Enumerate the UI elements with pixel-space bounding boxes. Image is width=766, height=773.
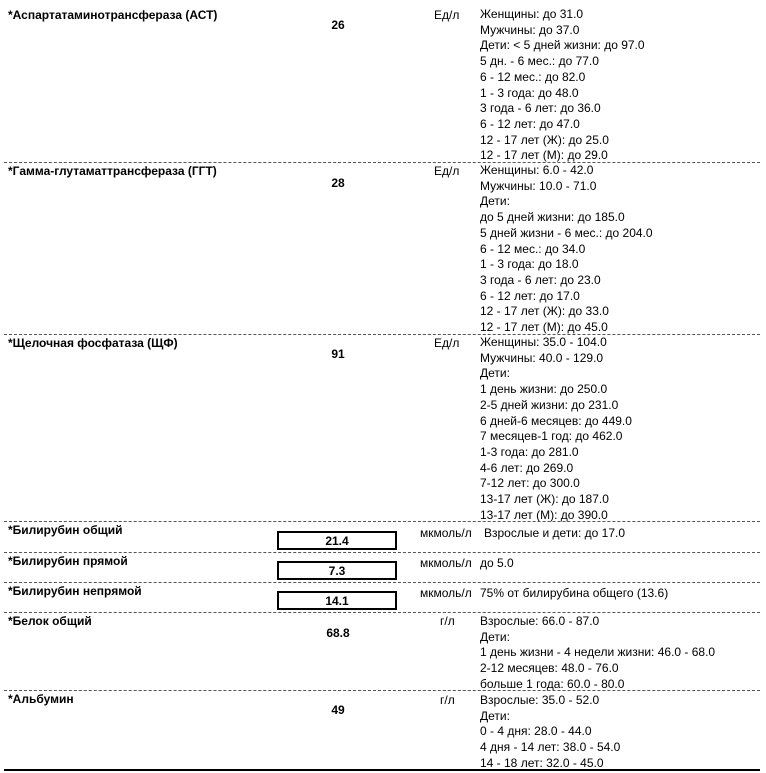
reference-line: 2-12 месяцев: 48.0 - 76.0 [480, 661, 619, 676]
reference-line: 5 дней жизни - 6 мес.: до 204.0 [480, 225, 653, 240]
row-separator [4, 334, 760, 335]
unit: мкмоль/л [420, 586, 472, 600]
test-name: *Альбумин [8, 692, 74, 706]
reference-line: 2-5 дней жизни: до 231.0 [480, 397, 619, 412]
reference-line: 6 дней-6 месяцев: до 449.0 [480, 413, 632, 428]
reference-line: 13-17 лет (Ж): до 187.0 [480, 492, 609, 507]
reference-range [480, 556, 514, 572]
reference-line: 6 - 12 лет: до 47.0 [480, 116, 580, 131]
reference-line: Взрослые: 35.0 - 52.0 [480, 693, 600, 707]
test-name: *Билирубин прямой [8, 554, 128, 568]
reference-line: 5 дн. - 6 мес.: до 77.0 [480, 54, 599, 69]
reference-line: 7-12 лет: до 300.0 [480, 476, 580, 491]
unit: мкмоль/л [420, 556, 472, 570]
test-name: *Аспартатаминотрансфераза (АСТ) [8, 8, 218, 22]
row-separator [4, 521, 760, 522]
reference-line: Дети: < 5 дней жизни: до 97.0 [480, 38, 645, 53]
reference-line: 4-6 лет: до 269.0 [480, 460, 574, 475]
reference-line: 4 дня - 14 лет: 38.0 - 54.0 [480, 740, 621, 755]
reference-line: Дети: [480, 366, 510, 381]
reference-line: 1 - 3 года: до 48.0 [480, 85, 579, 100]
reference-range [480, 586, 668, 602]
reference-line: Женщины: до 31.0 [480, 7, 584, 21]
reference-line: Дети: [480, 629, 510, 644]
reference-line: 3 года - 6 лет: до 23.0 [480, 272, 601, 287]
reference-line: 6 - 12 мес.: до 82.0 [480, 69, 586, 84]
test-name: *Билирубин непрямой [8, 584, 142, 598]
reference-line: 12 - 17 лет (Ж): до 25.0 [480, 132, 609, 147]
result-value: 26 [331, 18, 345, 32]
unit: Ед/л [434, 8, 460, 22]
unit: г/л [440, 693, 455, 707]
reference-line: Женщины: 35.0 - 104.0 [480, 335, 607, 349]
reference-line: Взрослые и дети: до 17.0 [484, 526, 626, 540]
row-separator [4, 552, 760, 553]
result-value: 49 [331, 703, 345, 717]
result-value: 68.8 [326, 626, 350, 640]
reference-line: Мужчины: до 37.0 [480, 22, 580, 37]
reference-range [480, 614, 715, 693]
unit: Ед/л [434, 164, 460, 178]
reference-range [480, 335, 632, 523]
reference-range [480, 7, 645, 164]
reference-line: до 5 дней жизни: до 185.0 [480, 210, 625, 225]
result-value-flagged: 21.4 [277, 531, 397, 550]
row-separator [4, 612, 760, 613]
reference-line: 0 - 4 дня: 28.0 - 44.0 [480, 724, 592, 739]
reference-line: 1-3 года: до 281.0 [480, 444, 579, 459]
reference-range [480, 693, 620, 772]
test-name: *Билирубин общий [8, 523, 123, 537]
reference-line: 12 - 17 лет (Ж): до 33.0 [480, 304, 609, 319]
reference-line: 75% от билирубина общего (13.6) [480, 586, 669, 600]
unit: мкмоль/л [420, 526, 472, 540]
reference-line: Мужчины: 40.0 - 129.0 [480, 350, 604, 365]
reference-line: 3 года - 6 лет: до 36.0 [480, 101, 601, 116]
result-value-flagged: 7.3 [277, 561, 397, 580]
test-name: *Щелочная фосфатаза (ЩФ) [8, 336, 178, 350]
reference-line: Дети: [480, 194, 510, 209]
reference-line: 6 - 12 мес.: до 34.0 [480, 241, 586, 256]
reference-line: 1 день жизни - 4 недели жизни: 46.0 - 68.0 [480, 645, 716, 660]
reference-line: 6 - 12 лет: до 17.0 [480, 288, 580, 303]
reference-line: Женщины: 6.0 - 42.0 [480, 163, 594, 177]
reference-line: Дети: [480, 708, 510, 723]
reference-line: 1 - 3 года: до 18.0 [480, 257, 579, 272]
test-name: *Гамма-глутаматтрансфераза (ГГТ) [8, 164, 217, 178]
reference-range [480, 163, 653, 336]
reference-range [484, 526, 625, 542]
reference-line: Мужчины: 10.0 - 71.0 [480, 178, 597, 193]
unit: г/л [440, 614, 455, 628]
result-value-flagged: 14.1 [277, 591, 397, 610]
reference-line: Взрослые: 66.0 - 87.0 [480, 614, 600, 628]
reference-line: 12 - 17 лет (М): до 45.0 [480, 320, 608, 335]
row-separator [4, 690, 760, 691]
reference-line: больше 1 года: 60.0 - 80.0 [480, 676, 625, 691]
unit: Ед/л [434, 336, 460, 350]
row-separator [4, 582, 760, 583]
reference-line: 13-17 лет (М): до 390.0 [480, 507, 608, 522]
table-bottom-border [4, 769, 760, 771]
result-value: 91 [331, 347, 345, 361]
reference-line: 7 месяцев-1 год: до 462.0 [480, 429, 623, 444]
reference-line: 14 - 18 лет: 32.0 - 45.0 [480, 755, 604, 770]
result-value: 28 [331, 176, 345, 190]
reference-line: 12 - 17 лет (М): до 29.0 [480, 148, 608, 163]
reference-line: до 5.0 [480, 556, 514, 570]
reference-line: 1 день жизни: до 250.0 [480, 382, 608, 397]
test-name: *Белок общий [8, 614, 92, 628]
